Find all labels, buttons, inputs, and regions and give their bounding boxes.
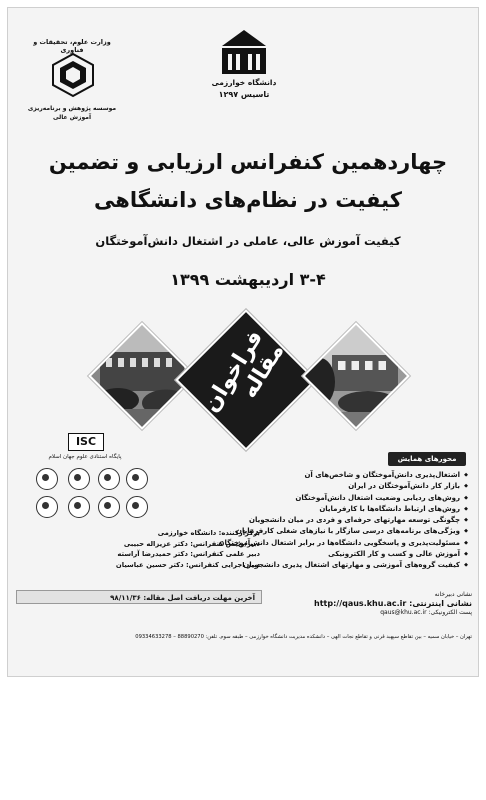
topics-heading: محورهای همایش xyxy=(388,452,466,466)
topic-item: ◆ کیفیت گروه‌های آموزشی و مهارتهای اشتغال پذیری دانشجویان xyxy=(240,560,468,571)
partner-seal-icon xyxy=(68,496,90,518)
conference-poster xyxy=(7,7,479,677)
partner-seal-icon xyxy=(98,468,120,490)
secretariat-heading: نشانی دبیرخانه xyxy=(434,591,472,598)
organizer-executive-secretary: دبیر اجرایی کنفرانس: دکتر حسین عباسیان xyxy=(115,560,260,569)
partner-seal-icon xyxy=(36,496,58,518)
organizer-chair: دبیر/رئیس کنفرانس: دکتر عزیزاله حبیبی xyxy=(123,539,260,548)
secretariat-website-link[interactable]: نشانی اینترنتی: http://qaus.khu.ac.ir xyxy=(314,599,472,608)
isc-logo: ISC xyxy=(68,433,104,451)
university-name: دانشگاه خوارزمی xyxy=(211,78,277,87)
topic-item: ◆ بازار کار دانش‌آموختگان در ایران xyxy=(240,481,468,492)
partner-seal-icon xyxy=(98,496,120,518)
conference-title-line1: چهاردهمین کنفرانس ارزیابی و تضمین xyxy=(48,150,448,174)
submission-deadline: آخرین مهلت دریافت اصل مقاله: ۹۸/۱۱/۳۶ xyxy=(16,590,262,604)
secretariat-address: تهران – خیابان سمیه – بین تقاطع سپهبد قرنی و تقاطع نجات الهی – دانشکده مدیریت دانشگاه خوارزمی – طبقه سوم. تلفن: 88890270 – 09334633278 xyxy=(135,634,472,640)
institute-name: موسسه پژوهش و برنامه‌ریزی آموزش عالی xyxy=(27,105,117,121)
partner-seal-icon xyxy=(36,468,58,490)
conference-subtitle: کیفیت آموزش عالی، عاملی در اشتغال دانش‌آموختگان xyxy=(95,234,401,248)
conference-dates: ۳-۴ اردیبهشت ۱۳۹۹ xyxy=(170,270,326,289)
founded-year: تاسیس ۱۲۹۷ xyxy=(218,90,270,99)
topic-item: ◆ مسئولیت‌پذیری و پاسخگویی دانشگاه‌ها در برابر اشتغال دانش‌آموختگان xyxy=(240,538,468,549)
organizer-scientific-secretary: دبیر علمی کنفرانس: دکتر حمیدرضا آراسته xyxy=(117,550,260,559)
secretariat-email-link[interactable]: پست الکترونیکی: qaus@khu.ac.ir xyxy=(380,609,472,616)
topic-item: ◆ روش‌های ردیابی وضعیت اشتغال دانش‌آموختگان xyxy=(240,493,468,504)
campus-building-right-image xyxy=(302,322,409,429)
ministry-name: وزارت علوم، تحقیقات و فناوری xyxy=(33,38,111,54)
institute-logo-icon xyxy=(50,52,96,98)
university-logo-icon xyxy=(220,30,268,76)
partner-seal-icon xyxy=(68,468,90,490)
topic-item: ◆ چگونگی توسعه مهارتهای حرفه‌ای و فردی در میان دانشجویان xyxy=(240,515,468,526)
topic-item: ◆ اشتغال‌پذیری دانش‌آموختگان و شاخص‌های آن xyxy=(240,470,468,481)
isc-caption: پایگاه استنادی علوم جهان اسلام xyxy=(48,454,122,460)
partner-seal-icon xyxy=(126,468,148,490)
organizers-block xyxy=(108,528,260,570)
topic-item: ◆ آموزش عالی و کسب و کار الکترونیکی xyxy=(240,549,468,560)
topic-item: ◆ ویژگی‌های برنامه‌های درسی سازگار با نیازهای شغلی کارفرمایان xyxy=(240,526,468,537)
call-for-papers-text: فراخوان مقاله xyxy=(198,325,290,417)
organizer-host: برگزارکننده: دانشگاه خوارزمی xyxy=(157,529,260,537)
partner-seal-icon xyxy=(126,496,148,518)
campus-photo-right xyxy=(302,322,409,429)
topics-list xyxy=(218,470,468,572)
secretariat-block xyxy=(266,590,472,617)
topic-item: ◆ روش‌های ارتباط دانشگاه‌ها با کارفرمایان xyxy=(240,504,468,515)
conference-title-line2: کیفیت در نظام‌های دانشگاهی xyxy=(94,188,402,212)
